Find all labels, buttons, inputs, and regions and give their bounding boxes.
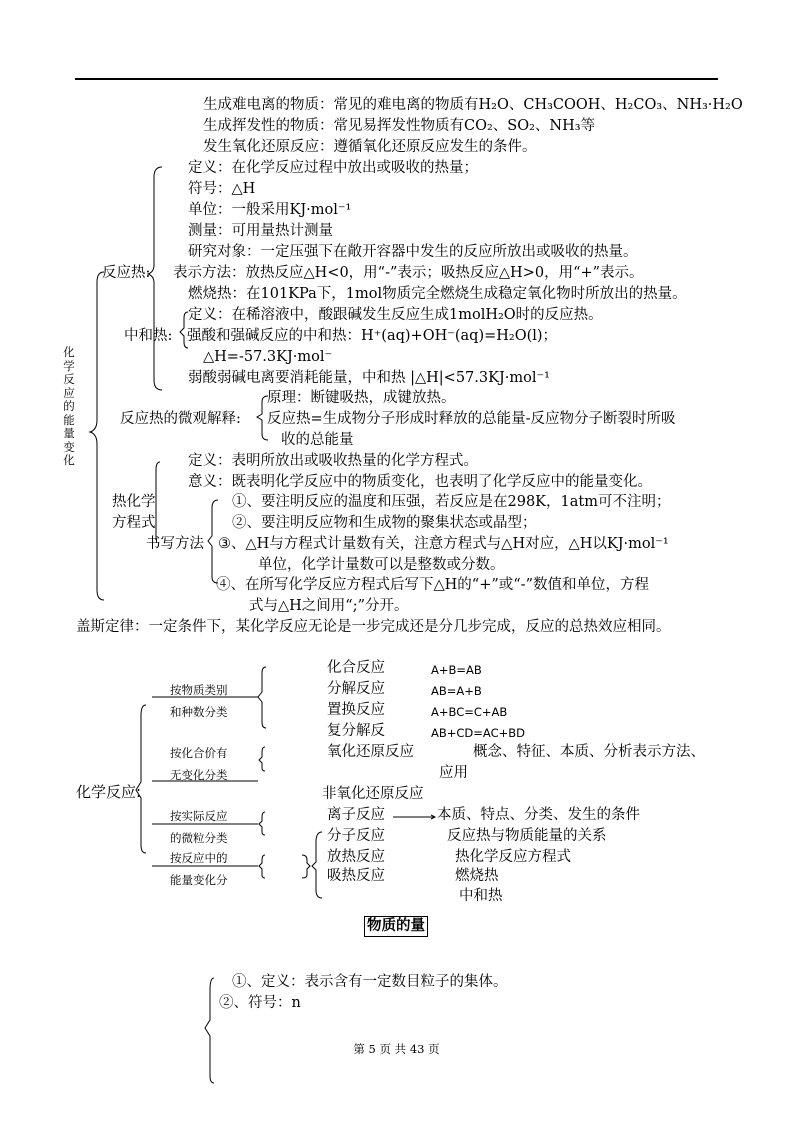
micro-formula: 反应热=生成物分子形成时释放的总能量-反应物分子断裂时所吸: [267, 411, 676, 427]
section-title: 物质的量: [364, 916, 428, 937]
text-line: 生成难电离的物质：常见的难电离的物质有H₂O、CH₃COOH、H₂CO₃、NH₃·H₂O: [203, 97, 743, 113]
reaction-equation: AB+CD=AC+BD: [431, 726, 525, 740]
ionic-detail: 本质、特点、分类、发生的条件: [437, 807, 640, 823]
definition: 定义：在化学反应过程中放出或吸收的热量；: [188, 160, 478, 176]
molecular-reaction: 分子反应: [327, 828, 385, 844]
vertical-section-label: 化学反应的能量变化: [63, 345, 75, 467]
endothermic-reaction: 吸热反应: [327, 868, 385, 884]
micro-formula-cont: 收的总能量: [281, 432, 354, 448]
redox-detail: 概念、特征、本质、分析表示方法、: [473, 744, 705, 760]
reaction-type: 化合反应: [327, 660, 385, 676]
rule-3: ③、△H与方程式计量数有关，注意方程式与△H对应，△H以KJ·mol⁻¹: [218, 536, 669, 552]
text-line: 生成挥发性的物质：常见易挥发性物质有CO₂、SO₂、NH₃等: [203, 118, 596, 134]
non-redox: 非氧化还原反应: [322, 786, 424, 802]
reaction-type: 复分解反: [327, 723, 385, 739]
symbol: 符号：△H: [188, 181, 256, 197]
reaction-equation: A+B=AB: [431, 663, 482, 677]
thermo-label: 热化学: [112, 494, 156, 510]
mole-item: ②、符号：n: [219, 995, 301, 1011]
branch-label: 的微粒分类: [170, 831, 228, 845]
mole-item: ①、定义：表示含有一定数目粒子的集体。: [232, 974, 508, 990]
rule-1: ①、要注明反应的温度和压强，若反应是在298K，1atm可不注明；: [232, 494, 671, 510]
thermo-definition: 定义：表明所放出或吸收热量的化学方程式。: [188, 453, 478, 469]
reaction-heat-label: 反应热:: [102, 265, 151, 281]
rule-4-cont: 式与△H之间用“;”分开。: [249, 598, 409, 614]
reaction-equation: AB=A+B: [431, 684, 482, 698]
neutralization-label: 中和热:: [124, 328, 173, 344]
rule-2: ②、要注明反应物和生成物的聚集状态或晶型；: [232, 515, 537, 531]
branch-label: 能量变化分: [170, 873, 228, 887]
micro-principle: 原理：断键吸热，成键放热。: [267, 390, 456, 406]
research-object: 研究对象：一定压强下在敞开容器中发生的反应所放出或吸收的热量。: [188, 244, 638, 260]
exothermic-detail: 热化学反应方程式: [455, 849, 571, 865]
branch-label: 按实际反应: [170, 809, 228, 823]
neutral-heat-detail: 中和热: [459, 888, 503, 904]
writing-method-label: 书写方法: [146, 536, 204, 552]
branch-label: 按化合价有: [170, 746, 228, 760]
ionic-reaction: 离子反应: [327, 807, 385, 823]
rule-3-cont: 单位，化学计量数可以是整数或分数。: [258, 557, 505, 573]
neutralization-definition: 定义：在稀溶液中，酸跟碱发生反应生成1molH₂O时的反应热。: [188, 307, 603, 323]
reaction-equation: A+BC=C+AB: [431, 705, 508, 719]
redox: 氧化还原反应: [327, 744, 414, 760]
weak-acid-base: 弱酸弱碱电离要消耗能量，中和热 |△H|<57.3KJ·mol⁻¹: [188, 370, 550, 386]
strong-value: △H=-57.3KJ·mol⁻: [203, 349, 333, 365]
branch-label: 按物质类别: [170, 683, 228, 697]
exothermic-reaction: 放热反应: [327, 849, 385, 865]
classification-root: 化学反应:: [76, 783, 142, 801]
hess-law: 盖斯定律：一定条件下，某化学反应无论是一步完成还是分几步完成，反应的总热效应相同。: [76, 619, 671, 635]
notation: 表示方法：放热反应△H<0，用“-”表示；吸热反应△H>0，用“+”表示。: [173, 265, 644, 281]
thermo-label-2: 方程式: [112, 515, 156, 531]
combustion-heat: 燃烧热：在101KPa下，1mol物质完全燃烧生成稳定氧化物时所放出的热量。: [188, 286, 687, 302]
page-footer: 第 5 页 共 43 页: [353, 1042, 440, 1056]
micro-label: 反应热的微观解释:: [120, 411, 241, 427]
redox-detail-cont: 应用: [439, 765, 468, 781]
unit: 单位：一般采用KJ·mol⁻¹: [188, 202, 352, 218]
branch-label: 无变化分类: [170, 768, 228, 782]
reaction-type: 分解反应: [327, 681, 385, 697]
measure: 测量：可用量热计测量: [188, 223, 333, 239]
rule-4: ④、在所写化学反应方程式后写下△H的“+”或“-”数值和单位，方程: [216, 577, 649, 593]
text-line: 发生氧化还原反应：遵循氧化还原反应发生的条件。: [203, 139, 537, 155]
strong-acid-base: 强酸和强碱反应的中和热：H⁺(aq)+OH⁻(aq)=H₂O(l)；: [187, 328, 558, 344]
thermo-meaning: 意义：既表明化学反应中的物质变化，也表明了化学反应中的能量变化。: [188, 474, 652, 490]
endothermic-detail: 燃烧热: [455, 868, 499, 884]
reaction-type: 置换反应: [327, 702, 385, 718]
branch-label: 和种数分类: [170, 705, 228, 719]
branch-label: 按反应中的: [170, 851, 228, 865]
molecular-detail: 反应热与物质能量的关系: [447, 828, 607, 844]
